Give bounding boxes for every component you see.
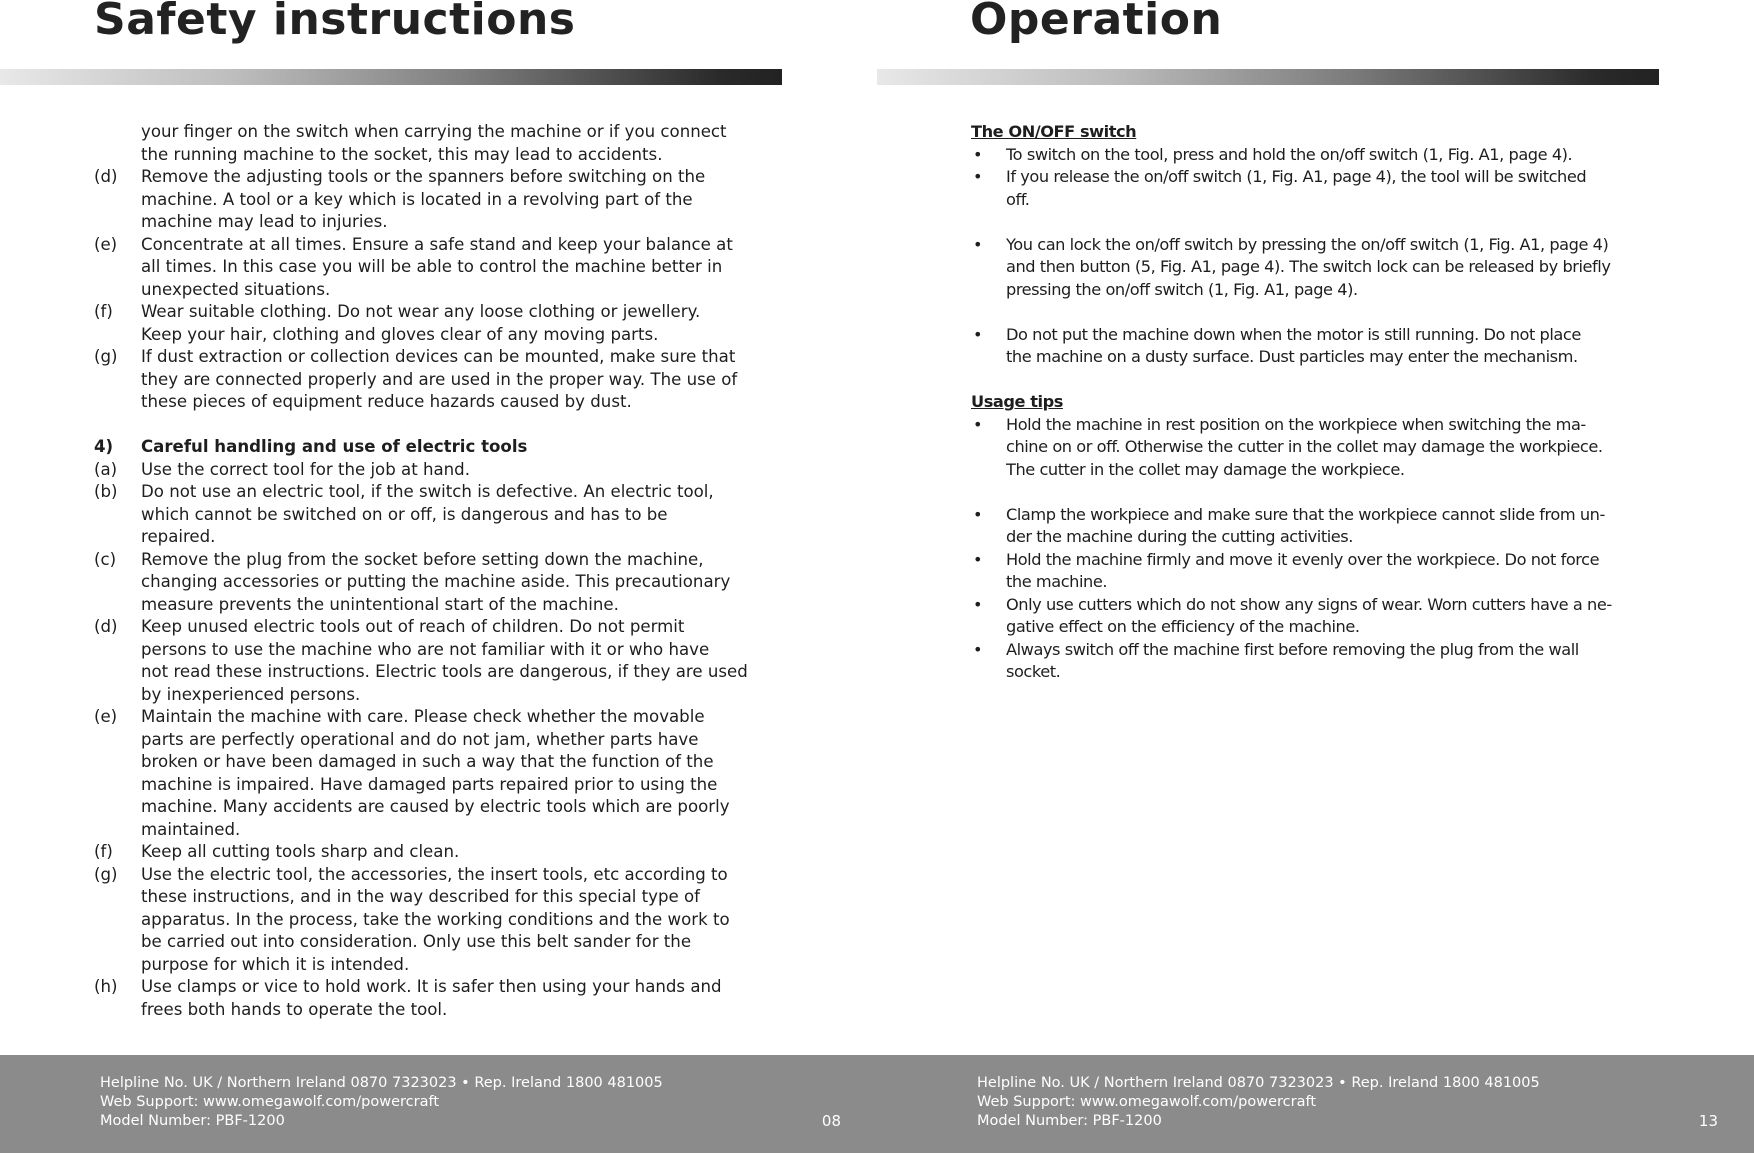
web-support-text: Web Support: www.omegawolf.com/powercraft [100, 1094, 440, 1110]
bullet-item [971, 594, 1671, 639]
text-line: Clamp the workpiece and make sure that the workpiece cannot slide from un- [1006, 504, 1605, 524]
bullet-item-text [1006, 594, 1671, 639]
text-line: not read these instructions. Electric tools are dangerous, if they are used [141, 662, 748, 681]
footer-contact [977, 1074, 1540, 1131]
continued-line: your finger on the switch when carrying the machine or if you connect [141, 122, 727, 141]
bullet-item-text [1006, 549, 1671, 594]
text-line: socket. [1006, 662, 1061, 681]
text-line: measure prevents the unintentional start of the machine. [141, 594, 619, 614]
text-line: which cannot be switched on or off, is dangerous and has to be [141, 504, 668, 524]
page-number: 13 [1698, 1112, 1718, 1130]
list-item-label: (b) [94, 482, 118, 501]
title-gradient-bar [877, 69, 1659, 85]
text-line: Always switch off the machine first before removing the plug from the wall [1006, 639, 1579, 659]
list-item-text [141, 234, 784, 302]
list-item-label: (e) [94, 707, 118, 726]
bullet-item [971, 414, 1671, 482]
text-line: machine. Many accidents are caused by electric tools which are poorly [141, 797, 730, 816]
subsection-heading: The ON/OFF switch [971, 122, 1137, 141]
list-item-text [141, 301, 784, 346]
text-line: If you release the on/off switch (1, Fig. A1, page 4), the tool will be switched [1006, 167, 1587, 186]
text-line: persons to use the machine who are not familiar with it or who have [141, 639, 710, 659]
list-item-text [141, 841, 784, 864]
text-line: unexpected situations. [141, 279, 331, 299]
bullet-item [971, 504, 1671, 549]
bullet-item [971, 639, 1671, 684]
list-item-text [141, 616, 784, 706]
text-line: maintained. [141, 819, 241, 839]
list-item-text [141, 549, 784, 617]
list-item [94, 841, 784, 864]
text-line: off. [1006, 189, 1030, 209]
bullet-item [971, 234, 1671, 302]
list-item-label: (e) [94, 234, 118, 254]
safety-instructions-body [94, 121, 784, 1021]
list-item [94, 616, 784, 706]
list-item-label: (h) [94, 977, 118, 996]
text-line: they are connected properly and are used in the proper way. The use of [141, 369, 738, 389]
section-heading [94, 436, 784, 459]
right-page [877, 0, 1754, 1153]
text-line: parts are perfectly operational and do not jam, whether parts have [141, 729, 699, 749]
text-line: Do not put the machine down when the motor is still running. Do not place [1006, 324, 1581, 344]
model-number-text: Model Number: PBF-1200 [100, 1113, 285, 1129]
page-title: Operation [970, 0, 1223, 45]
list-item-text [141, 459, 784, 482]
footer-bar [877, 1055, 1754, 1153]
list-item-label: (g) [94, 347, 118, 366]
bullet-item-text [1006, 324, 1671, 369]
text-line: If dust extraction or collection devices can be mounted, make sure that [141, 347, 736, 366]
footer-bar [0, 1055, 877, 1153]
text-line: machine is impaired. Have damaged parts repaired prior to using the [141, 774, 718, 794]
list-item [94, 166, 784, 234]
text-line: Keep all cutting tools sharp and clean. [141, 842, 460, 861]
text-line: apparatus. In the process, take the working conditions and the work to [141, 909, 730, 929]
text-line: broken or have been damaged in such a way that the function of the [141, 752, 714, 771]
list-item [94, 706, 784, 841]
operation-body [971, 121, 1671, 684]
text-line: Maintain the machine with care. Please check whether the movable [141, 707, 705, 726]
text-line: Keep unused electric tools out of reach of children. Do not permit [141, 617, 685, 636]
list-item-label: (a) [94, 459, 118, 479]
list-item [94, 234, 784, 302]
text-line: repaired. [141, 527, 216, 546]
web-support-text: Web Support: www.omegawolf.com/powercraft [977, 1094, 1317, 1110]
text-line: Use the correct tool for the job at hand. [141, 459, 470, 479]
text-line: Remove the adjusting tools or the spanners before switching on the [141, 167, 706, 186]
bullet-dot: • [973, 324, 983, 344]
list-item [94, 459, 784, 482]
text-line: these pieces of equipment reduce hazards caused by dust. [141, 392, 632, 411]
text-line: changing accessories or putting the machine aside. This precautionary [141, 572, 731, 591]
bullet-dot: • [973, 234, 983, 254]
text-line: The cutter in the collet may damage the workpiece. [1006, 459, 1405, 479]
text-line: by inexperienced persons. [141, 684, 361, 704]
list-item [94, 346, 784, 414]
continued-line: the running machine to the socket, this may lead to accidents. [141, 144, 663, 164]
list-item [94, 301, 784, 346]
list-item-label: (f) [94, 302, 113, 321]
list-item-text [141, 976, 784, 1021]
text-line: To switch on the tool, press and hold the on/off switch (1, Fig. A1, page 4). [1006, 144, 1573, 164]
text-line: pressing the on/off switch (1, Fig. A1, page 4). [1006, 279, 1358, 299]
text-line: frees both hands to operate the tool. [141, 999, 448, 1019]
bullet-item-text [1006, 504, 1671, 549]
list-item-text [141, 481, 784, 549]
section-heading-text: Careful handling and use of electric tools [141, 437, 528, 456]
list-item-text [141, 706, 784, 841]
text-line: Do not use an electric tool, if the switch is defective. An electric tool, [141, 482, 714, 501]
bullet-dot: • [973, 504, 983, 524]
text-line: the machine. [1006, 572, 1108, 591]
list-item [94, 864, 784, 977]
list-item-label: (d) [94, 167, 118, 186]
text-line: be carried out into consideration. Only use this belt sander for the [141, 932, 692, 951]
text-line: Hold the machine firmly and move it evenly over the workpiece. Do not force [1006, 549, 1600, 569]
text-line: Use clamps or vice to hold work. It is safer then using your hands and [141, 977, 722, 996]
text-line: Use the electric tool, the accessories, the insert tools, etc according to [141, 864, 728, 884]
text-line: Hold the machine in rest position on the workpiece when switching the ma- [1006, 414, 1586, 434]
helpline-text: Helpline No. UK / Northern Ireland 0870 7323023 • Rep. Ireland 1800 481005 [100, 1075, 663, 1091]
text-line: the machine on a dusty surface. Dust particles may enter the mechanism. [1006, 347, 1578, 366]
bullet-item [971, 324, 1671, 369]
list-item-text [141, 346, 784, 414]
list-item-label: (f) [94, 842, 113, 861]
bullet-dot: • [973, 639, 983, 659]
text-line: Concentrate at all times. Ensure a safe stand and keep your balance at [141, 234, 733, 254]
text-line: You can lock the on/off switch by pressing the on/off switch (1, Fig. A1, page 4) [1006, 234, 1609, 254]
text-line: Remove the plug from the socket before setting down the machine, [141, 549, 704, 569]
text-line: machine. A tool or a key which is located in a revolving part of the [141, 189, 693, 209]
list-item-label: (c) [94, 549, 117, 569]
text-line: purpose for which it is intended. [141, 954, 410, 974]
bullet-item-text [1006, 639, 1671, 684]
text-line: gative effect on the efficiency of the machine. [1006, 617, 1360, 636]
spacer [971, 369, 1671, 392]
text-line: Wear suitable clothing. Do not wear any loose clothing or jewellery. [141, 302, 701, 321]
page-title: Safety instructions [94, 0, 576, 45]
footer-contact [100, 1074, 663, 1131]
bullet-dot: • [973, 414, 983, 434]
text-line: all times. In this case you will be able to control the machine better in [141, 257, 723, 276]
text-line: chine on or off. Otherwise the cutter in the collet may damage the workpiece. [1006, 437, 1603, 456]
bullet-item-text [1006, 414, 1671, 482]
bullet-item-text [1006, 144, 1671, 167]
list-item-label: (d) [94, 617, 118, 636]
bullet-dot: • [973, 144, 983, 164]
list-item-label: (g) [94, 864, 118, 884]
section-number: 4) [94, 437, 114, 456]
list-item [94, 976, 784, 1021]
helpline-text: Helpline No. UK / Northern Ireland 0870 7323023 • Rep. Ireland 1800 481005 [977, 1075, 1540, 1091]
list-item [94, 549, 784, 617]
bullet-item [971, 166, 1671, 211]
text-line: these instructions, and in the way described for this special type of [141, 887, 700, 906]
bullet-dot: • [973, 167, 983, 186]
bullet-item [971, 144, 1671, 167]
model-number-text: Model Number: PBF-1200 [977, 1113, 1162, 1129]
text-line: der the machine during the cutting activities. [1006, 527, 1353, 546]
list-item [94, 481, 784, 549]
bullet-item-text [1006, 234, 1671, 302]
text-line: and then button (5, Fig. A1, page 4). The switch lock can be released by briefly [1006, 257, 1611, 276]
spacer [971, 301, 1671, 324]
subsection-heading: Usage tips [971, 392, 1063, 411]
spacer [971, 211, 1671, 234]
bullet-dot: • [973, 549, 983, 569]
text-line: Keep your hair, clothing and gloves clear of any moving parts. [141, 324, 659, 344]
spacer [971, 481, 1671, 504]
bullet-item-text [1006, 166, 1671, 211]
text-line: machine may lead to injuries. [141, 212, 388, 231]
bullet-item [971, 549, 1671, 594]
page-number: 08 [821, 1112, 841, 1130]
list-item-text [141, 166, 784, 234]
bullet-dot: • [973, 594, 983, 614]
text-line: Only use cutters which do not show any signs of wear. Worn cutters have a ne- [1006, 594, 1612, 614]
spacer [94, 414, 784, 437]
list-item-text [141, 864, 784, 977]
title-gradient-bar [0, 69, 782, 85]
